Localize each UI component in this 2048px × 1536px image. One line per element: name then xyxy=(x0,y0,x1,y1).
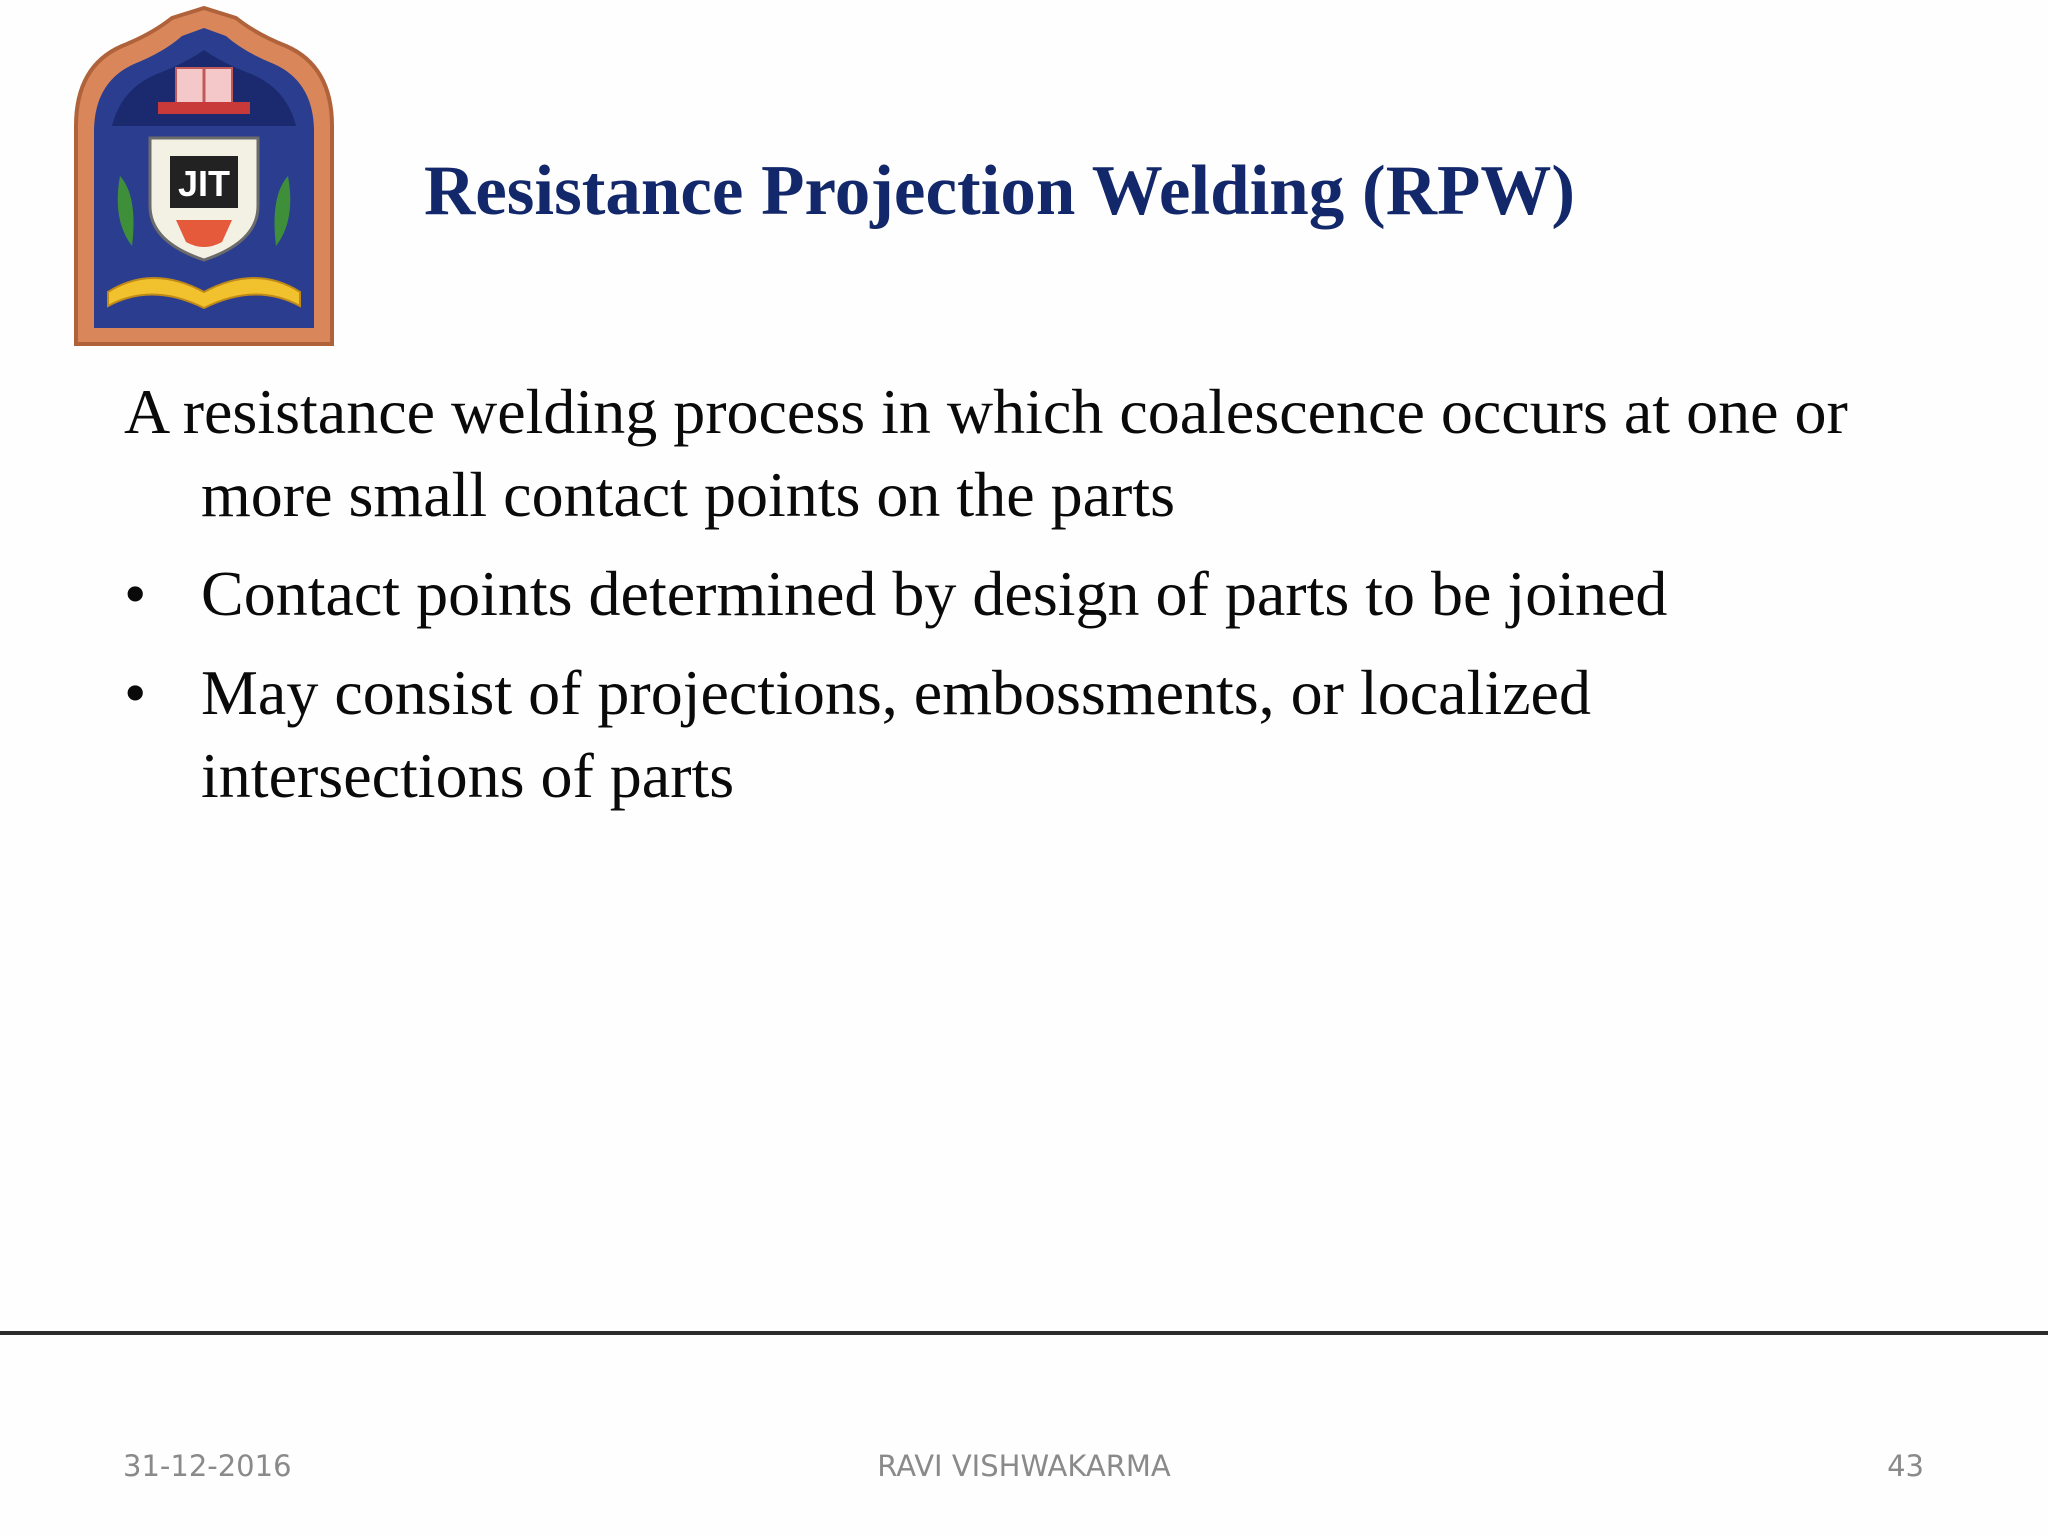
bullet-text: Contact points determined by design of parts to be joined xyxy=(201,558,1668,629)
bullet-icon: • xyxy=(124,657,147,728)
bullet-text: May consist of projections, embossments, or localized intersections of parts xyxy=(201,657,1591,811)
bullet-icon: • xyxy=(124,558,147,629)
intro-paragraph: A resistance welding process in which coalescence occurs at one or more small contact points on the parts xyxy=(124,376,1848,530)
svg-text:JIT: JIT xyxy=(177,163,231,204)
slide-title: Resistance Projection Welding (RPW) xyxy=(424,152,1575,230)
slide-body xyxy=(124,370,1924,833)
bullet-list xyxy=(124,552,1924,817)
bullet-item xyxy=(124,552,1924,635)
footer-divider xyxy=(0,1331,2048,1335)
bullet-item xyxy=(124,651,1924,817)
page-number: 43 xyxy=(1887,1449,1924,1483)
footer-date: 31-12-2016 xyxy=(123,1449,292,1483)
institute-crest-icon xyxy=(72,6,336,348)
crest-graphic xyxy=(72,6,336,348)
footer-author: RAVI VISHWAKARMA xyxy=(877,1449,1171,1483)
